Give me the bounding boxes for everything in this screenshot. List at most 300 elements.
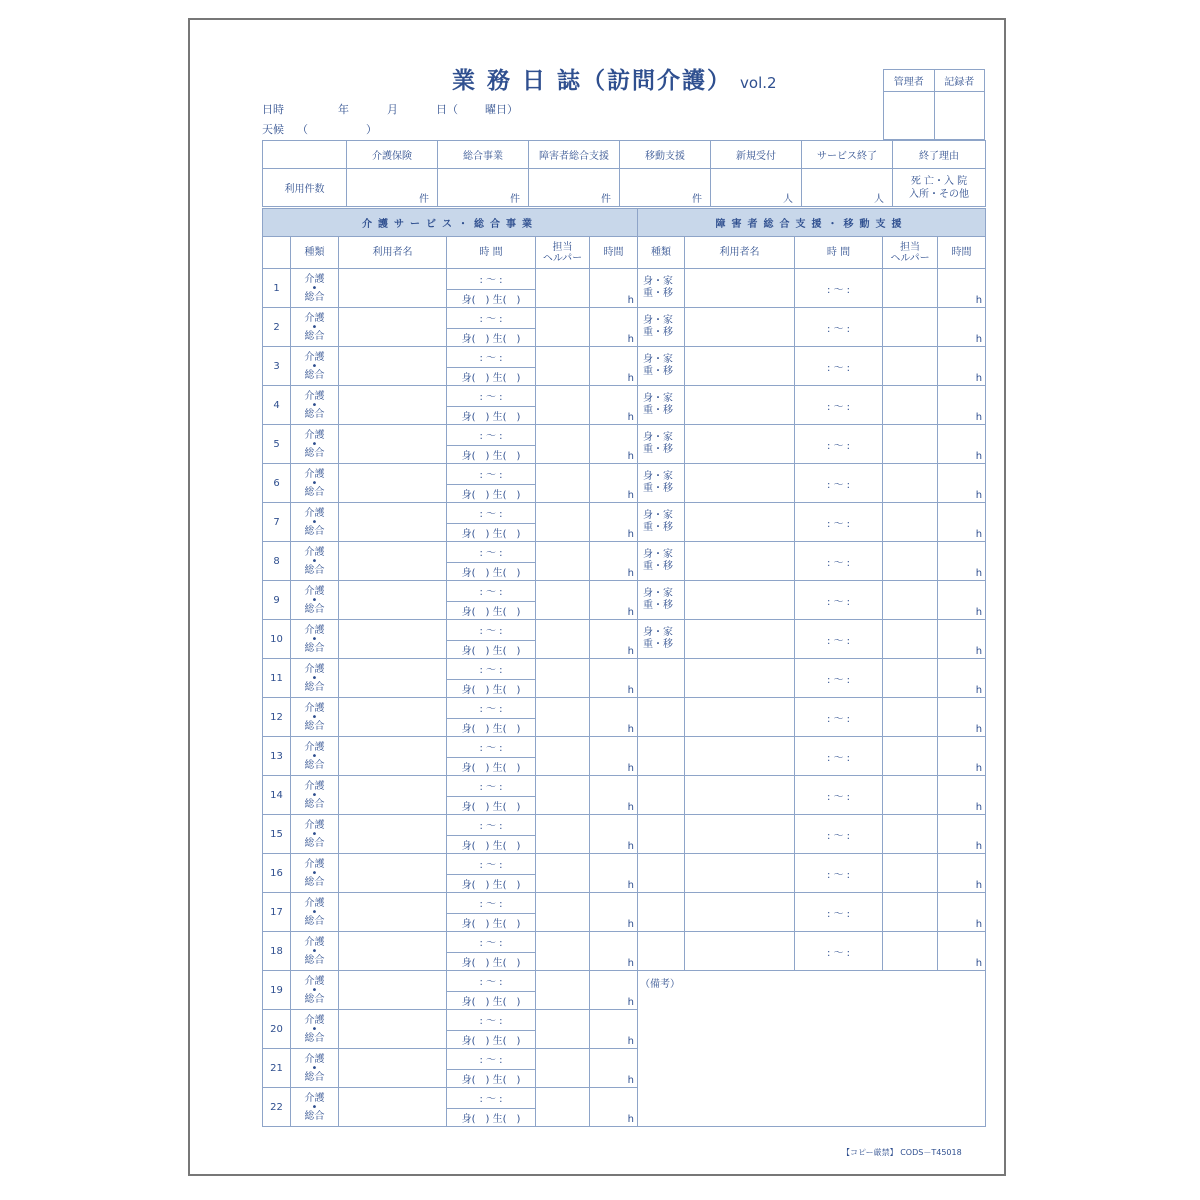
left-helper-field[interactable]: [536, 893, 590, 932]
care-service-row: [263, 308, 638, 347]
left-user-field[interactable]: [339, 854, 447, 893]
left-row-number: 14: [263, 776, 291, 815]
left-kind-cell[interactable]: 介護 • 総合: [291, 386, 339, 425]
care-service-row: [263, 503, 638, 542]
care-service-row: [263, 893, 638, 932]
left-row-number: 19: [263, 971, 291, 1010]
left-row-number: 16: [263, 854, 291, 893]
right-time-field[interactable]: : ～ :: [795, 269, 883, 308]
left-time-field[interactable]: : ～ : 身( ) 生( ): [447, 581, 536, 620]
right-time-field[interactable]: : ～ :: [795, 347, 883, 386]
disability-support-row: [638, 308, 986, 347]
left-row-number: 17: [263, 893, 291, 932]
summary-corner: [263, 141, 347, 169]
right-helper-field[interactable]: [883, 815, 938, 854]
disability-support-row: [638, 542, 986, 581]
right-helper-field[interactable]: [883, 386, 938, 425]
left-hours-field[interactable]: h: [590, 308, 638, 347]
left-kind-cell[interactable]: 介護 • 総合: [291, 464, 339, 503]
disability-support-row: [638, 503, 986, 542]
left-kind-cell[interactable]: 介護 • 総合: [291, 971, 339, 1010]
right-time-field[interactable]: : ～ :: [795, 503, 883, 542]
right-time-field[interactable]: : ～ :: [795, 815, 883, 854]
left-time-field[interactable]: : ～ : 身( ) 生( ): [447, 542, 536, 581]
left-row-number: 9: [263, 581, 291, 620]
left-helper-field[interactable]: [536, 659, 590, 698]
left-helper-field[interactable]: [536, 1088, 590, 1127]
right-user-field[interactable]: [685, 932, 795, 971]
right-time-field[interactable]: : ～ :: [795, 620, 883, 659]
left-user-field[interactable]: [339, 971, 447, 1010]
left-user-field[interactable]: [339, 464, 447, 503]
left-user-field[interactable]: [339, 1010, 447, 1049]
general-project-count-field[interactable]: 件: [438, 169, 529, 207]
left-row-number: 22: [263, 1088, 291, 1127]
right-hours-field[interactable]: h: [938, 503, 986, 542]
left-kind-cell[interactable]: 介護 • 総合: [291, 308, 339, 347]
left-time-field[interactable]: : ～ : 身( ) 生( ): [447, 347, 536, 386]
left-helper-field[interactable]: [536, 620, 590, 659]
right-helper-field[interactable]: [883, 347, 938, 386]
left-user-field[interactable]: [339, 425, 447, 464]
summary-header-end-reason: 終了理由: [893, 141, 986, 169]
left-kind-cell[interactable]: 介護 • 総合: [291, 503, 339, 542]
left-kind-cell[interactable]: 介護 • 総合: [291, 620, 339, 659]
summary-header-care-insurance: 介護保険: [347, 141, 438, 169]
left-row-number: 15: [263, 815, 291, 854]
right-kind-cell[interactable]: [638, 776, 685, 815]
left-time-field[interactable]: : ～ : 身( ) 生( ): [447, 386, 536, 425]
right-user-field[interactable]: [685, 776, 795, 815]
disability-support-row: [638, 932, 986, 971]
right-hours-field[interactable]: h: [938, 659, 986, 698]
right-kind-cell[interactable]: 身・家 重・移: [638, 308, 685, 347]
left-kind-cell[interactable]: 介護 • 総合: [291, 854, 339, 893]
left-kind-cell[interactable]: 介護 • 総合: [291, 776, 339, 815]
disability-support-row: [638, 269, 986, 308]
left-row-number: 12: [263, 698, 291, 737]
left-row-number: 18: [263, 932, 291, 971]
right-helper-field[interactable]: [883, 659, 938, 698]
right-helper-field[interactable]: [883, 581, 938, 620]
left-helper-field[interactable]: [536, 269, 590, 308]
right-user-field[interactable]: [685, 815, 795, 854]
left-row-number: 20: [263, 1010, 291, 1049]
right-time-field[interactable]: : ～ :: [795, 893, 883, 932]
left-user-field[interactable]: [339, 542, 447, 581]
left-time-field[interactable]: : ～ : 身( ) 生( ): [447, 815, 536, 854]
care-service-row: [263, 347, 638, 386]
left-helper-field[interactable]: [536, 698, 590, 737]
care-service-row: [263, 269, 638, 308]
end-reason-line-2: 入所・その他: [909, 188, 969, 200]
right-helper-field[interactable]: [883, 464, 938, 503]
right-time-field[interactable]: : ～ :: [795, 932, 883, 971]
left-time-field[interactable]: : ～ : 身( ) 生( ): [447, 776, 536, 815]
right-time-field[interactable]: : ～ :: [795, 698, 883, 737]
left-user-field[interactable]: [339, 620, 447, 659]
left-helper-field[interactable]: [536, 971, 590, 1010]
left-row-number: 13: [263, 737, 291, 776]
left-helper-field[interactable]: [536, 737, 590, 776]
form-code-footer: 【コピー厳禁】 CODS－T45018: [842, 1148, 962, 1157]
left-helper-field[interactable]: [536, 386, 590, 425]
left-user-field[interactable]: [339, 308, 447, 347]
right-helper-field[interactable]: [883, 620, 938, 659]
summary-header-general-project: 総合事業: [438, 141, 529, 169]
manager-label: 管理者: [884, 70, 935, 92]
care-service-row: [263, 425, 638, 464]
left-time-field[interactable]: : ～ : 身( ) 生( ): [447, 425, 536, 464]
summary-header-disability-support: 障害者総合支援: [529, 141, 620, 169]
disability-support-row: [638, 581, 986, 620]
service-end-count-field[interactable]: 人: [802, 169, 893, 207]
left-user-field[interactable]: [339, 698, 447, 737]
weekday-label: 曜日）: [485, 103, 518, 116]
right-kind-cell[interactable]: 身・家 重・移: [638, 269, 685, 308]
left-hours-field[interactable]: h: [590, 893, 638, 932]
end-reason-line-1: 死 亡・入 院: [910, 175, 968, 187]
left-helper-field[interactable]: [536, 425, 590, 464]
left-kind-cell[interactable]: 介護 • 総合: [291, 659, 339, 698]
left-kind-cell[interactable]: 介護 • 総合: [291, 425, 339, 464]
left-hours-field[interactable]: h: [590, 737, 638, 776]
left-hours-field[interactable]: h: [590, 581, 638, 620]
end-reason-options[interactable]: [893, 169, 986, 207]
right-kind-cell[interactable]: 身・家 重・移: [638, 386, 685, 425]
care-service-row: [263, 776, 638, 815]
right-kind-cell[interactable]: 身・家 重・移: [638, 620, 685, 659]
left-user-field[interactable]: [339, 737, 447, 776]
right-time-field[interactable]: : ～ :: [795, 425, 883, 464]
left-helper-field[interactable]: [536, 542, 590, 581]
disability-support-band: 障害者総合支援・移動支援: [638, 209, 986, 237]
left-helper-field[interactable]: [536, 854, 590, 893]
left-hours-field[interactable]: h: [590, 815, 638, 854]
left-helper-field[interactable]: [536, 932, 590, 971]
left-row-number: 3: [263, 347, 291, 386]
left-kind-cell[interactable]: 介護 • 総合: [291, 932, 339, 971]
left-hours-field[interactable]: h: [590, 425, 638, 464]
left-user-field[interactable]: [339, 932, 447, 971]
left-user-header: 利用者名: [339, 237, 447, 269]
left-time-header: 時 間: [447, 237, 536, 269]
right-hours-field[interactable]: h: [938, 893, 986, 932]
right-helper-header: 担当 ヘルパー: [883, 237, 938, 269]
right-helper-field[interactable]: [883, 932, 938, 971]
right-helper-field[interactable]: [883, 776, 938, 815]
left-helper-field[interactable]: [536, 581, 590, 620]
left-hours-field[interactable]: h: [590, 1010, 638, 1049]
left-hours-field[interactable]: h: [590, 269, 638, 308]
right-hours-field[interactable]: h: [938, 425, 986, 464]
left-row-number: 6: [263, 464, 291, 503]
disability-support-row: [638, 698, 986, 737]
right-user-field[interactable]: [685, 425, 795, 464]
care-service-band: 介護サービス・総合事業: [263, 209, 638, 237]
left-user-field[interactable]: [339, 347, 447, 386]
left-time-field[interactable]: : ～ : 身( ) 生( ): [447, 893, 536, 932]
right-hours-field[interactable]: h: [938, 854, 986, 893]
right-helper-field[interactable]: [883, 542, 938, 581]
right-hours-field[interactable]: h: [938, 269, 986, 308]
weather-open-paren: （: [297, 123, 308, 136]
left-kind-cell[interactable]: 介護 • 総合: [291, 347, 339, 386]
recorder-seal-field[interactable]: [934, 92, 985, 140]
right-user-field[interactable]: [685, 854, 795, 893]
left-time-field[interactable]: : ～ : 身( ) 生( ): [447, 308, 536, 347]
right-kind-cell[interactable]: [638, 659, 685, 698]
left-hours-field[interactable]: h: [590, 386, 638, 425]
left-helper-field[interactable]: [536, 1049, 590, 1088]
disability-support-row: [638, 386, 986, 425]
year-label: 年: [338, 103, 349, 116]
left-time-field[interactable]: : ～ : 身( ) 生( ): [447, 659, 536, 698]
left-row-number: 1: [263, 269, 291, 308]
disability-support-count-field[interactable]: 件: [529, 169, 620, 207]
care-service-row: [263, 854, 638, 893]
left-helper-field[interactable]: [536, 464, 590, 503]
right-hours-field[interactable]: h: [938, 347, 986, 386]
disability-support-row: [638, 659, 986, 698]
disability-support-row: [638, 347, 986, 386]
care-service-row: [263, 620, 638, 659]
right-kind-cell[interactable]: 身・家 重・移: [638, 425, 685, 464]
right-time-field[interactable]: : ～ :: [795, 737, 883, 776]
left-hours-field[interactable]: h: [590, 932, 638, 971]
right-user-field[interactable]: [685, 269, 795, 308]
left-hours-field[interactable]: h: [590, 971, 638, 1010]
care-service-row: [263, 464, 638, 503]
disability-support-row: [638, 620, 986, 659]
right-time-field[interactable]: : ～ :: [795, 386, 883, 425]
left-hours-field[interactable]: h: [590, 347, 638, 386]
right-kind-cell[interactable]: 身・家 重・移: [638, 542, 685, 581]
right-user-field[interactable]: [685, 893, 795, 932]
left-hours-field[interactable]: h: [590, 464, 638, 503]
disability-support-row: [638, 464, 986, 503]
care-service-row: [263, 932, 638, 971]
left-time-field[interactable]: : ～ : 身( ) 生( ): [447, 620, 536, 659]
right-time-field[interactable]: : ～ :: [795, 854, 883, 893]
left-kind-cell[interactable]: 介護 • 総合: [291, 815, 339, 854]
right-helper-field[interactable]: [883, 698, 938, 737]
summary-header-new-intake: 新規受付: [711, 141, 802, 169]
right-user-field[interactable]: [685, 386, 795, 425]
manager-seal-field[interactable]: [884, 92, 935, 140]
right-kind-cell[interactable]: [638, 737, 685, 776]
left-row-number: 21: [263, 1049, 291, 1088]
right-hours-field[interactable]: h: [938, 308, 986, 347]
left-time-field[interactable]: : ～ : 身( ) 生( ): [447, 737, 536, 776]
care-service-row: [263, 659, 638, 698]
right-kind-cell[interactable]: 身・家 重・移: [638, 347, 685, 386]
left-hours-field[interactable]: h: [590, 659, 638, 698]
right-user-field[interactable]: [685, 698, 795, 737]
care-service-row: [263, 1088, 638, 1127]
left-kind-cell[interactable]: 介護 • 総合: [291, 737, 339, 776]
right-user-field[interactable]: [685, 503, 795, 542]
left-hours-header: 時間: [590, 237, 638, 269]
care-insurance-count-field[interactable]: 件: [347, 169, 438, 207]
new-intake-count-field[interactable]: 人: [711, 169, 802, 207]
right-time-header: 時 間: [795, 237, 883, 269]
left-helper-field[interactable]: [536, 815, 590, 854]
left-hours-field[interactable]: h: [590, 503, 638, 542]
care-service-table: [262, 208, 638, 1127]
right-time-field[interactable]: : ～ :: [795, 659, 883, 698]
left-user-field[interactable]: [339, 581, 447, 620]
right-kind-cell[interactable]: [638, 893, 685, 932]
right-user-field[interactable]: [685, 308, 795, 347]
left-row-number: 4: [263, 386, 291, 425]
care-service-row: [263, 1010, 638, 1049]
left-row-number-header: [263, 237, 291, 269]
left-time-field[interactable]: : ～ : 身( ) 生( ): [447, 464, 536, 503]
left-row-number: 5: [263, 425, 291, 464]
right-helper-field[interactable]: [883, 503, 938, 542]
left-helper-field[interactable]: [536, 308, 590, 347]
left-helper-field[interactable]: [536, 503, 590, 542]
right-user-field[interactable]: [685, 581, 795, 620]
right-hours-field[interactable]: h: [938, 542, 986, 581]
right-user-header: 利用者名: [685, 237, 795, 269]
left-user-field[interactable]: [339, 659, 447, 698]
left-hours-field[interactable]: h: [590, 698, 638, 737]
weather-close-paren: ）: [366, 123, 377, 136]
left-user-field[interactable]: [339, 776, 447, 815]
right-user-field[interactable]: [685, 620, 795, 659]
left-user-field[interactable]: [339, 1049, 447, 1088]
right-kind-cell[interactable]: [638, 932, 685, 971]
left-row-number: 7: [263, 503, 291, 542]
left-helper-field[interactable]: [536, 1010, 590, 1049]
right-helper-field[interactable]: [883, 737, 938, 776]
disability-support-row: [638, 737, 986, 776]
right-kind-cell[interactable]: [638, 698, 685, 737]
right-hours-field[interactable]: h: [938, 620, 986, 659]
left-kind-cell[interactable]: 介護 • 総合: [291, 269, 339, 308]
right-kind-cell[interactable]: [638, 815, 685, 854]
right-kind-cell[interactable]: 身・家 重・移: [638, 503, 685, 542]
left-kind-cell[interactable]: 介護 • 総合: [291, 1049, 339, 1088]
left-hours-field[interactable]: h: [590, 1088, 638, 1127]
right-kind-header: 種類: [638, 237, 685, 269]
right-helper-field[interactable]: [883, 425, 938, 464]
form-title-main: 業 務 日 誌（訪問介護）: [452, 68, 733, 94]
notes-field[interactable]: [638, 971, 986, 1127]
left-time-field[interactable]: : ～ : 身( ) 生( ): [447, 269, 536, 308]
right-user-field[interactable]: [685, 659, 795, 698]
left-time-field[interactable]: : ～ : 身( ) 生( ): [447, 1049, 536, 1088]
care-service-rows: [263, 269, 638, 1127]
right-hours-field[interactable]: h: [938, 386, 986, 425]
left-kind-cell[interactable]: 介護 • 総合: [291, 698, 339, 737]
right-user-field[interactable]: [685, 737, 795, 776]
usage-summary-table: [262, 140, 986, 207]
left-kind-cell[interactable]: 介護 • 総合: [291, 581, 339, 620]
left-time-field[interactable]: : ～ : 身( ) 生( ): [447, 1010, 536, 1049]
left-user-field[interactable]: [339, 893, 447, 932]
right-hours-field[interactable]: h: [938, 737, 986, 776]
mobility-support-count-field[interactable]: 件: [620, 169, 711, 207]
left-row-number: 2: [263, 308, 291, 347]
right-hours-field[interactable]: h: [938, 464, 986, 503]
left-time-field[interactable]: : ～ : 身( ) 生( ): [447, 971, 536, 1010]
left-hours-field[interactable]: h: [590, 1049, 638, 1088]
right-time-field[interactable]: : ～ :: [795, 581, 883, 620]
date-label: 日時: [262, 103, 284, 116]
care-service-row: [263, 542, 638, 581]
right-kind-cell[interactable]: [638, 854, 685, 893]
right-time-field[interactable]: : ～ :: [795, 464, 883, 503]
right-helper-field[interactable]: [883, 893, 938, 932]
right-hours-field[interactable]: h: [938, 815, 986, 854]
right-helper-field[interactable]: [883, 854, 938, 893]
left-kind-cell[interactable]: 介護 • 総合: [291, 1010, 339, 1049]
right-hours-field[interactable]: h: [938, 698, 986, 737]
right-hours-field[interactable]: h: [938, 776, 986, 815]
left-helper-field[interactable]: [536, 347, 590, 386]
care-service-row: [263, 971, 638, 1010]
care-service-row: [263, 737, 638, 776]
left-kind-cell[interactable]: 介護 • 総合: [291, 1088, 339, 1127]
left-helper-header: 担当 ヘルパー: [536, 237, 590, 269]
disability-support-row: [638, 854, 986, 893]
right-helper-field[interactable]: [883, 269, 938, 308]
left-hours-field[interactable]: h: [590, 620, 638, 659]
right-time-field[interactable]: : ～ :: [795, 776, 883, 815]
left-time-field[interactable]: : ～ : 身( ) 生( ): [447, 854, 536, 893]
left-row-number: 11: [263, 659, 291, 698]
disability-support-rows: [638, 269, 986, 971]
left-user-field[interactable]: [339, 503, 447, 542]
left-hours-field[interactable]: h: [590, 854, 638, 893]
left-user-field[interactable]: [339, 1088, 447, 1127]
left-hours-field[interactable]: h: [590, 776, 638, 815]
right-kind-cell[interactable]: 身・家 重・移: [638, 581, 685, 620]
left-kind-cell[interactable]: 介護 • 総合: [291, 893, 339, 932]
disability-support-row: [638, 893, 986, 932]
right-hours-field[interactable]: h: [938, 932, 986, 971]
right-kind-cell[interactable]: 身・家 重・移: [638, 464, 685, 503]
left-hours-field[interactable]: h: [590, 542, 638, 581]
disability-support-row: [638, 776, 986, 815]
left-user-field[interactable]: [339, 269, 447, 308]
left-row-number: 8: [263, 542, 291, 581]
right-time-field[interactable]: : ～ :: [795, 308, 883, 347]
right-hours-field[interactable]: h: [938, 581, 986, 620]
month-label: 月: [387, 103, 398, 116]
left-user-field[interactable]: [339, 815, 447, 854]
right-user-field[interactable]: [685, 542, 795, 581]
form-title-vol: vol.2: [740, 74, 777, 92]
right-time-field[interactable]: : ～ :: [795, 542, 883, 581]
left-kind-cell[interactable]: 介護 • 総合: [291, 542, 339, 581]
left-time-field[interactable]: : ～ : 身( ) 生( ): [447, 1088, 536, 1127]
left-time-field[interactable]: : ～ : 身( ) 生( ): [447, 698, 536, 737]
disability-support-table: [637, 208, 986, 1127]
left-user-field[interactable]: [339, 386, 447, 425]
left-helper-field[interactable]: [536, 776, 590, 815]
right-helper-field[interactable]: [883, 308, 938, 347]
left-time-field[interactable]: : ～ : 身( ) 生( ): [447, 503, 536, 542]
care-service-row: [263, 581, 638, 620]
left-time-field[interactable]: : ～ : 身( ) 生( ): [447, 932, 536, 971]
right-hours-header: 時間: [938, 237, 986, 269]
right-user-field[interactable]: [685, 347, 795, 386]
right-user-field[interactable]: [685, 464, 795, 503]
